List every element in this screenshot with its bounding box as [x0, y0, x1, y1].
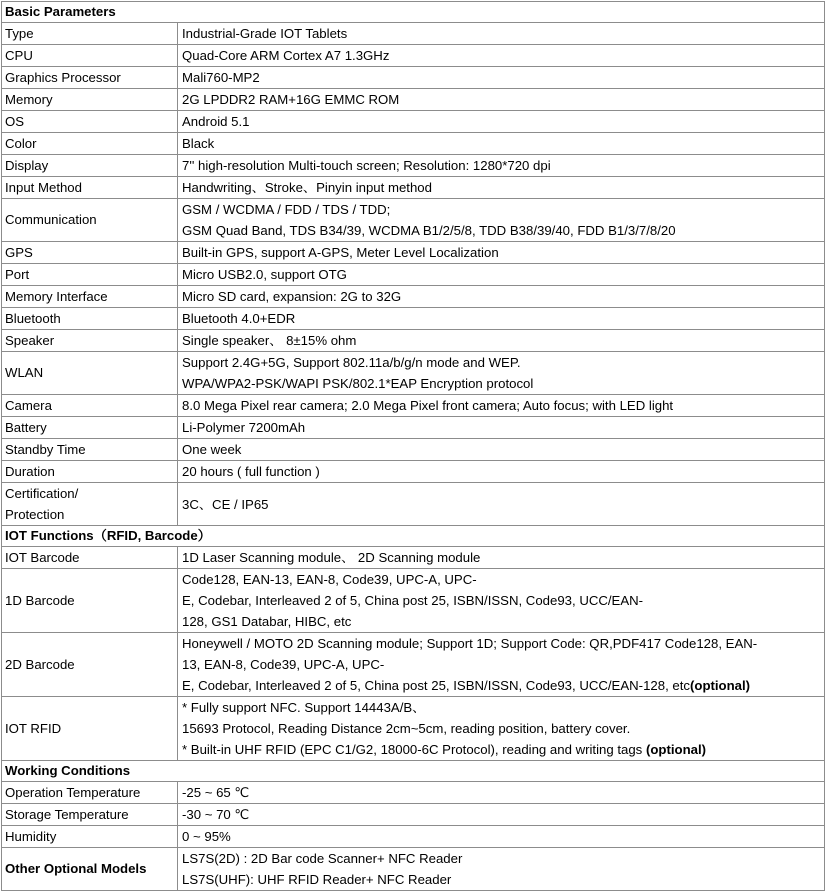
- spec-table: [1, 1, 825, 891]
- other-models-heading: Other Optional Models: [2, 848, 178, 891]
- basic-row-color: [2, 133, 825, 155]
- basic-label: Duration: [2, 461, 178, 483]
- iot-value-text: Honeywell / MOTO 2D Scanning module; Support 1D; Support Code: QR,PDF417 Code128, EAN-: [182, 636, 758, 651]
- iot-value-text: 13, EAN-8, Code39, UPC-A, UPC-: [182, 657, 385, 672]
- basic-row-graphics-processor: [2, 67, 825, 89]
- working-value: [178, 782, 825, 804]
- basic-row-display: [2, 155, 825, 177]
- basic-value-text: Micro SD card, expansion: 2G to 32G: [182, 289, 402, 304]
- basic-value-line: [182, 67, 824, 88]
- basic-value-text: Android 5.1: [182, 114, 250, 129]
- other-model-item: LS7S(2D) : 2D Bar code Scanner+ NFC Reader: [182, 851, 463, 866]
- basic-value-line: [182, 461, 824, 482]
- basic-value: [178, 439, 825, 461]
- basic-value-text: 20 hours ( full function ): [182, 464, 320, 479]
- basic-value-line: [182, 220, 824, 241]
- basic-value-line: [182, 242, 824, 263]
- basic-value: [178, 395, 825, 417]
- working-value-line: [182, 826, 824, 847]
- basic-value: [178, 242, 825, 264]
- basic-value-text: Support 2.4G+5G, Support 802.11a/b/g/n mode and WEP.: [182, 355, 521, 370]
- basic-label: Input Method: [2, 177, 178, 199]
- working-row-storage-temperature: [2, 804, 825, 826]
- basic-value-text: WPA/WPA2-PSK/WAPI PSK/802.1*EAP Encryption protocol: [182, 376, 534, 391]
- iot-value-text: * Built-in UHF RFID (EPC C1/G2, 18000-6C Protocol), reading and writing tags: [182, 742, 646, 757]
- basic-label: Camera: [2, 395, 178, 417]
- basic-value-line: [182, 352, 824, 373]
- basic-label: Graphics Processor: [2, 67, 178, 89]
- basic-label: Port: [2, 264, 178, 286]
- basic-label: WLAN: [2, 352, 178, 395]
- iot-value: [178, 633, 825, 697]
- iot-value-line: [182, 590, 824, 611]
- working-label: Humidity: [2, 826, 178, 848]
- iot-value-line: [182, 697, 824, 718]
- basic-value: [178, 286, 825, 308]
- basic-label: Standby Time: [2, 439, 178, 461]
- basic-row-bluetooth: [2, 308, 825, 330]
- basic-value: [178, 45, 825, 67]
- working-row-humidity: [2, 826, 825, 848]
- basic-label: Communication: [2, 199, 178, 242]
- basic-value-text: GSM Quad Band, TDS B34/39, WCDMA B1/2/5/8, TDD B38/39/40, FDD B1/3/7/8/20: [182, 223, 676, 238]
- basic-value: [178, 199, 825, 242]
- basic-value-line: [182, 264, 824, 285]
- iot-value: [178, 697, 825, 761]
- basic-value: [178, 111, 825, 133]
- basic-value-text: GSM / WCDMA / FDD / TDS / TDD;: [182, 202, 391, 217]
- basic-value: [178, 155, 825, 177]
- basic-value-line: [182, 155, 824, 176]
- iot-value-line: [182, 633, 824, 654]
- iot-value-line: [182, 569, 824, 590]
- basic-label: Speaker: [2, 330, 178, 352]
- basic-row-wlan: [2, 352, 825, 395]
- basic-value: [178, 483, 825, 526]
- basic-label: Type: [2, 23, 178, 45]
- basic-row-cpu: [2, 45, 825, 67]
- basic-value-text: Built-in GPS, support A-GPS, Meter Level Localization: [182, 245, 499, 260]
- basic-row-input-method: [2, 177, 825, 199]
- other-models-value: [178, 848, 825, 891]
- basic-value-line: [182, 395, 824, 416]
- iot-value-text: 1D Laser Scanning module、 2D Scanning module: [182, 550, 481, 565]
- basic-value-text: 2G LPDDR2 RAM+16G EMMC ROM: [182, 92, 400, 107]
- basic-value-text: Mali760-MP2: [182, 70, 260, 85]
- basic-label-line: Protection: [5, 507, 65, 522]
- basic-label: GPS: [2, 242, 178, 264]
- other-model-item: LS7S(UHF): UHF RFID Reader+ NFC Reader: [182, 872, 452, 887]
- working-conditions-row: [2, 761, 825, 782]
- iot-value-text: 128, GS1 Databar, HIBC, etc: [182, 614, 352, 629]
- basic-row-standby-time: [2, 439, 825, 461]
- working-label: Operation Temperature: [2, 782, 178, 804]
- basic-row-memory: [2, 89, 825, 111]
- basic-value-line: [182, 286, 824, 307]
- basic-row-communication: [2, 199, 825, 242]
- basic-value-text: 8.0 Mega Pixel rear camera; 2.0 Mega Pixel front camera; Auto focus; with LED light: [182, 398, 674, 413]
- optional-tag: (optional): [690, 678, 751, 693]
- basic-value: [178, 308, 825, 330]
- basic-value-line: [182, 89, 824, 110]
- working-value-line: [182, 804, 824, 825]
- basic-row-speaker: [2, 330, 825, 352]
- other-models-row: [2, 848, 825, 891]
- basic-row-battery: [2, 417, 825, 439]
- basic-label: CPU: [2, 45, 178, 67]
- basic-label: Memory Interface: [2, 286, 178, 308]
- basic-value-text: Single speaker、 8±15% ohm: [182, 333, 357, 348]
- basic-row-certification-protection: [2, 483, 825, 526]
- iot-label: 1D Barcode: [2, 569, 178, 633]
- iot-value-text: E, Codebar, Interleaved 2 of 5, China post 25, ISBN/ISSN, Code93, UCC/EAN-128, etc: [182, 678, 690, 693]
- iot-value-text: 15693 Protocol, Reading Distance 2cm~5cm, reading position, battery cover.: [182, 721, 631, 736]
- basic-value-line: [182, 23, 824, 44]
- basic-value-text: Handwriting、Stroke、Pinyin input method: [182, 180, 432, 195]
- basic-value-line: [182, 177, 824, 198]
- basic-value-line: [182, 308, 824, 329]
- basic-value-line: [182, 439, 824, 460]
- basic-value: [178, 352, 825, 395]
- basic-value: [178, 264, 825, 286]
- working-row-operation-temperature: [2, 782, 825, 804]
- iot-functions-row: [2, 526, 825, 547]
- basic-value: [178, 417, 825, 439]
- basic-value: [178, 67, 825, 89]
- basic-value-text: Bluetooth 4.0+EDR: [182, 311, 296, 326]
- basic-parameters-row: [2, 2, 825, 23]
- iot-functions-heading: IOT Functions（RFID, Barcode）: [2, 526, 825, 547]
- basic-value-text: Industrial-Grade IOT Tablets: [182, 26, 348, 41]
- basic-value-line: [182, 45, 824, 66]
- iot-value-text: E, Codebar, Interleaved 2 of 5, China post 25, ISBN/ISSN, Code93, UCC/EAN-: [182, 593, 644, 608]
- iot-value-line: [182, 718, 824, 739]
- basic-value: [178, 23, 825, 45]
- iot-value-line: [182, 547, 824, 568]
- basic-parameters-heading: Basic Parameters: [2, 2, 825, 23]
- iot-value-text: * Fully support NFC. Support 14443A/B、: [182, 700, 426, 715]
- iot-value: [178, 569, 825, 633]
- basic-value-text: 7'' high-resolution Multi-touch screen; Resolution: 1280*720 dpi: [182, 158, 551, 173]
- iot-value-line: [182, 739, 824, 760]
- basic-row-os: [2, 111, 825, 133]
- iot-value-line: [182, 675, 824, 696]
- basic-value-line: [182, 199, 824, 220]
- iot-label: IOT Barcode: [2, 547, 178, 569]
- basic-label: Color: [2, 133, 178, 155]
- basic-value-text: Li-Polymer 7200mAh: [182, 420, 306, 435]
- basic-value: [178, 461, 825, 483]
- iot-label: 2D Barcode: [2, 633, 178, 697]
- basic-label: [2, 483, 178, 526]
- basic-value-line: [182, 494, 824, 515]
- basic-value-line: [182, 111, 824, 132]
- working-value-line: [182, 782, 824, 803]
- iot-value: [178, 547, 825, 569]
- iot-row-2d-barcode: [2, 633, 825, 697]
- basic-row-camera: [2, 395, 825, 417]
- basic-value: [178, 89, 825, 111]
- iot-value-line: [182, 654, 824, 675]
- basic-value-line: [182, 133, 824, 154]
- working-label: Storage Temperature: [2, 804, 178, 826]
- basic-value-line: [182, 330, 824, 351]
- working-conditions-heading: Working Conditions: [2, 761, 825, 782]
- basic-value: [178, 177, 825, 199]
- basic-row-memory-interface: [2, 286, 825, 308]
- working-value-text: -25 ~ 65 ℃: [182, 785, 250, 800]
- spec-table-body: [2, 2, 825, 891]
- basic-value: [178, 330, 825, 352]
- basic-value-text: 3C、CE / IP65: [182, 496, 269, 512]
- basic-value: [178, 133, 825, 155]
- working-value: [178, 804, 825, 826]
- basic-row-type: [2, 23, 825, 45]
- basic-label: Display: [2, 155, 178, 177]
- basic-row-gps: [2, 242, 825, 264]
- basic-label: Bluetooth: [2, 308, 178, 330]
- basic-label: Battery: [2, 417, 178, 439]
- basic-label: OS: [2, 111, 178, 133]
- iot-row-iot-rfid: [2, 697, 825, 761]
- working-value: [178, 826, 825, 848]
- iot-label: IOT RFID: [2, 697, 178, 761]
- iot-value-line: [182, 611, 824, 632]
- basic-value-text: Quad-Core ARM Cortex A7 1.3GHz: [182, 48, 390, 63]
- basic-value-text: Micro USB2.0, support OTG: [182, 267, 347, 282]
- basic-value-line: [182, 373, 824, 394]
- basic-row-port: [2, 264, 825, 286]
- basic-value-text: One week: [182, 442, 242, 457]
- iot-row-iot-barcode: [2, 547, 825, 569]
- working-value-text: -30 ~ 70 ℃: [182, 807, 250, 822]
- iot-value-text: Code128, EAN-13, EAN-8, Code39, UPC-A, UPC-: [182, 572, 477, 587]
- optional-tag: (optional): [645, 742, 707, 757]
- basic-label-line: Certification/: [5, 486, 79, 501]
- basic-row-duration: [2, 461, 825, 483]
- working-value-text: 0 ~ 95%: [182, 829, 231, 844]
- basic-label: Memory: [2, 89, 178, 111]
- basic-value-text: Black: [182, 136, 215, 151]
- basic-value-line: [182, 417, 824, 438]
- iot-row-1d-barcode: [2, 569, 825, 633]
